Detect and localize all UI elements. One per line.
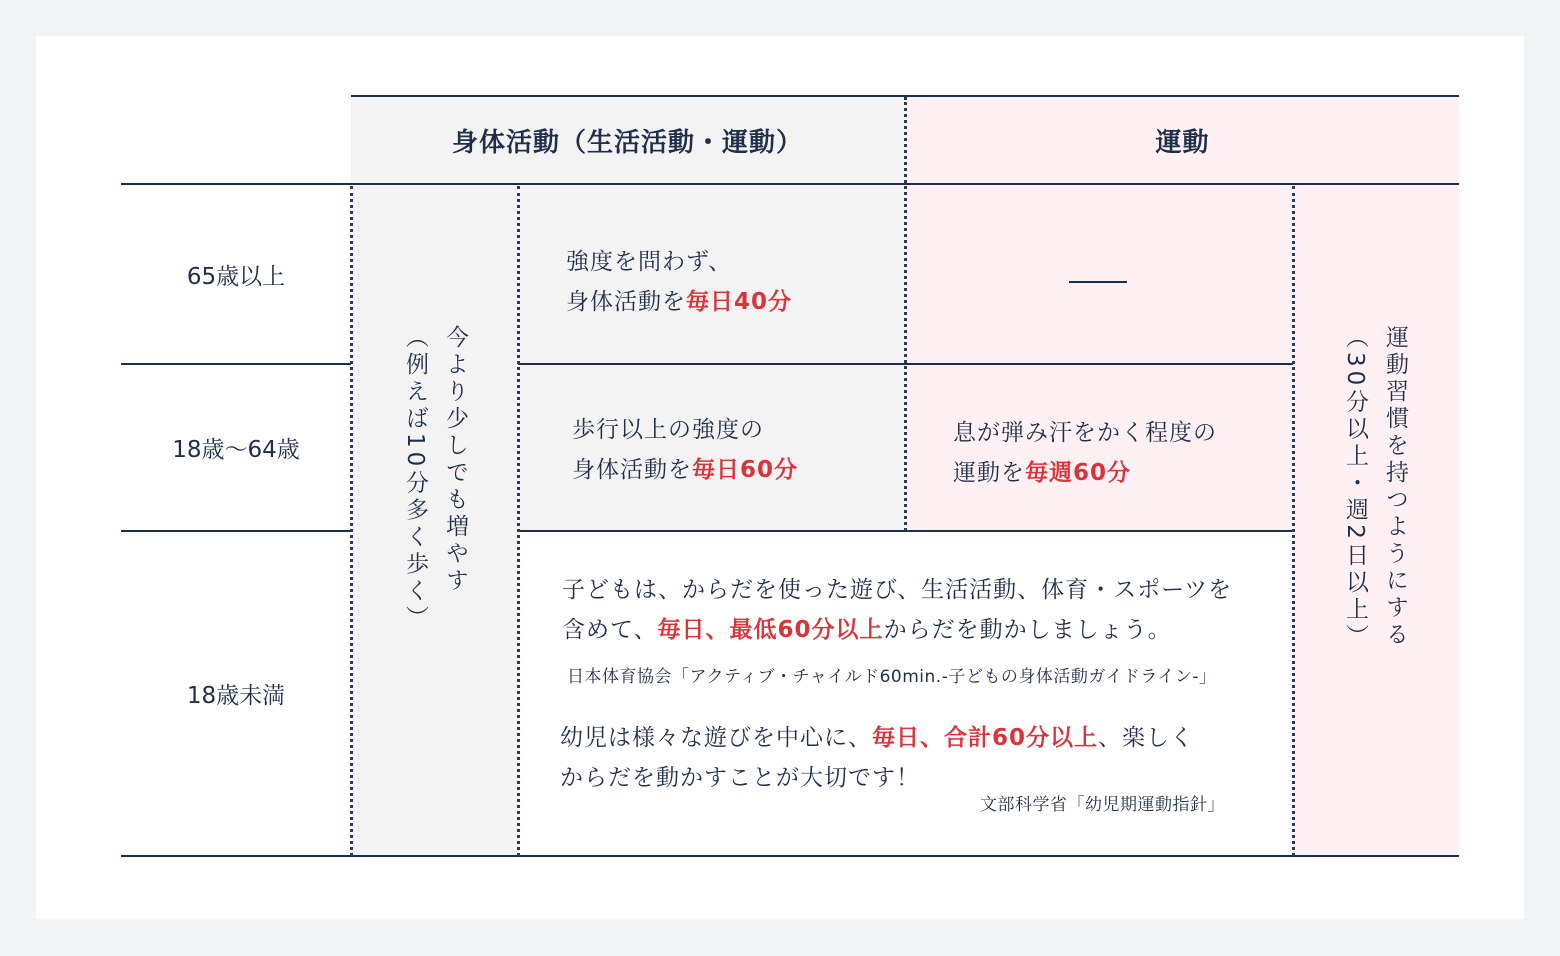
adult-activity-highlight: 毎日60分 <box>692 457 799 483</box>
adult-activity-cell <box>572 410 798 490</box>
dotted-divider-b <box>517 186 520 856</box>
adult-exercise-cell <box>953 413 1217 493</box>
child-text1-highlight: 毎日、最低60分以上 <box>657 617 884 643</box>
child-text2-prefix: 幼児は様々な遊びを中心に、 <box>560 725 872 751</box>
child-text1-line1: 子どもは、からだを使った遊び、生活活動、体育・スポーツを <box>562 577 1233 603</box>
child-text1-suffix: からだを動かしましょう。 <box>883 617 1172 643</box>
child-text2-line1 <box>560 718 1194 758</box>
physical-activity-header: 身体活動（生活活動・運動） <box>451 127 803 158</box>
elderly-activity-line1: 強度を問わず、 <box>566 249 733 275</box>
table-bottom-rule <box>121 855 1459 857</box>
child-source-1: 日本体育協会「アクティブ・チャイルド60min.-子どもの身体活動ガイドライン-」 <box>567 667 1217 687</box>
age-label-18-64: 18歳〜64歳 <box>172 437 300 463</box>
age-label-65-plus: 65歳以上 <box>186 264 286 290</box>
adult-exercise-line1: 息が弾み汗をかく程度の <box>953 420 1217 446</box>
child-text1-prefix: 含めて、 <box>562 617 658 643</box>
plus-ten-line1: 今より少しでも増やす <box>442 325 468 595</box>
child-text1-line2 <box>562 610 1232 650</box>
elderly-activity-highlight: 毎日40分 <box>686 289 793 315</box>
adult-exercise-prefix: 運動を <box>953 460 1025 486</box>
plus-ten-guideline <box>395 325 475 632</box>
elderly-exercise-none <box>1069 281 1127 283</box>
exercise-header: 運動 <box>1155 127 1210 158</box>
age-label-under-18: 18歳未満 <box>186 683 286 709</box>
adult-activity-prefix: 身体活動を <box>572 457 692 483</box>
habit-line2: （30分以上・週2日以上） <box>1342 325 1368 651</box>
exercise-habit-guideline <box>1335 325 1415 651</box>
adult-exercise-highlight: 毎週60分 <box>1025 460 1132 486</box>
child-source-2: 文部科学省「幼児期運動指針」 <box>980 795 1225 815</box>
plus-ten-line2: （例えば10分多く歩く） <box>402 325 428 633</box>
dotted-divider-d <box>1292 186 1295 856</box>
elderly-activity-cell <box>566 242 792 322</box>
habit-line1: 運動習慣を持つようにする <box>1382 325 1408 649</box>
child-guideline-text-2 <box>560 718 1194 798</box>
adult-activity-line2 <box>572 450 798 490</box>
elderly-activity-line2 <box>566 282 792 322</box>
child-guideline-text-1 <box>562 570 1232 650</box>
adult-activity-line1: 歩行以上の強度の <box>572 417 764 443</box>
child-text2-line2: からだを動かすことが大切です！ <box>560 765 920 791</box>
child-text2-suffix: 、楽しく <box>1098 725 1195 751</box>
elderly-activity-prefix: 身体活動を <box>566 289 686 315</box>
child-text2-highlight: 毎日、合計60分以上 <box>872 725 1099 751</box>
adult-exercise-line2 <box>953 453 1217 493</box>
